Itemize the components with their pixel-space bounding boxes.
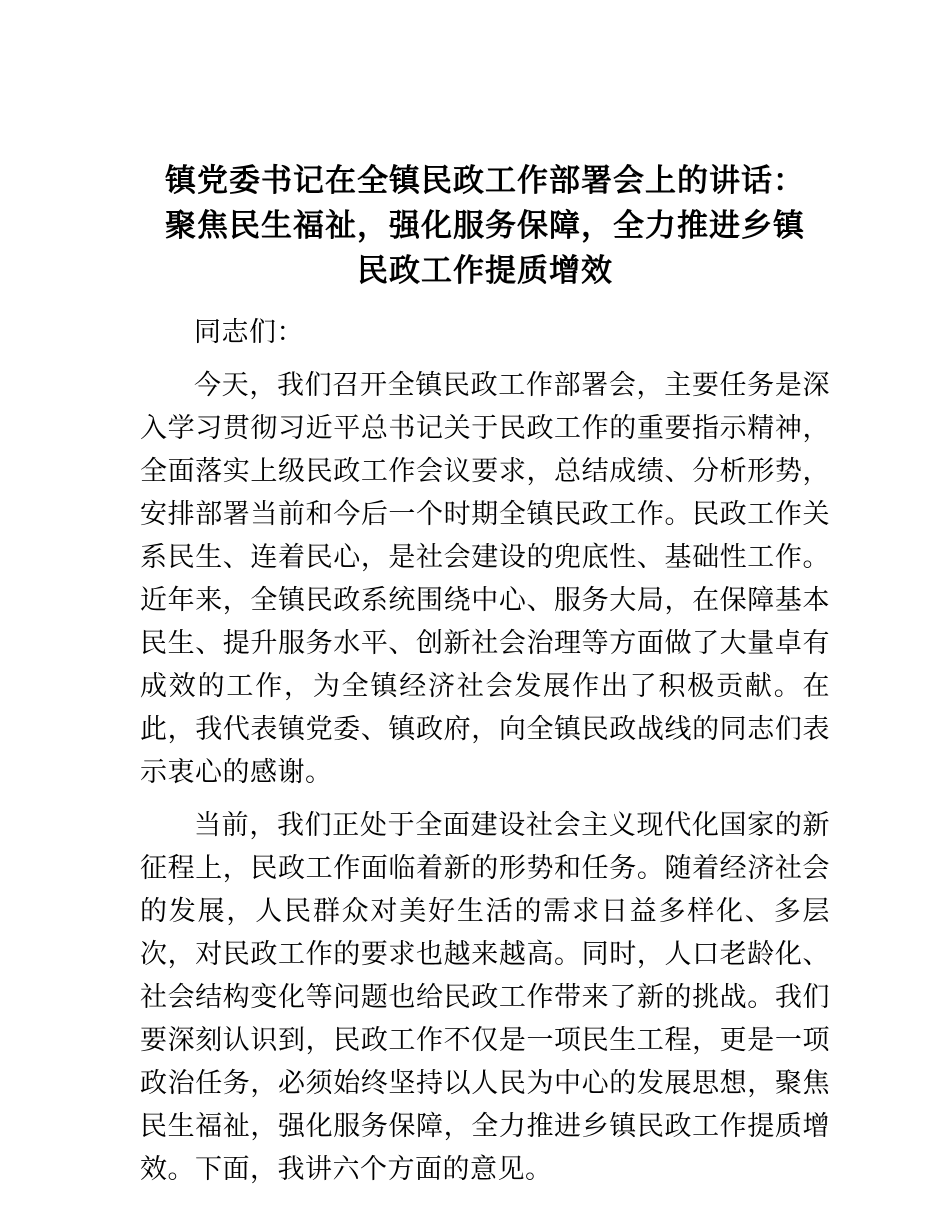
paragraph-body-1: 今天，我们召开全镇民政工作部署会，主要任务是深入学习贯彻习近平总书记关于民政工作的重要指示精神，全面落实上级民政工作会议要求，总结成绩、分析形势，安排部署当前和今后一个时期全镇民政工作。民政工作关系民生、连着民心，是社会建设的兜底性、基础性工作。近年来，全镇民政系统围绕中心、服务大局，在保障基本民生、提升服务水平、创新社会治理等方面做了大量卓有成效的工作，为全镇经济社会发展作出了积极贡献。在此，我代表镇党委、镇政府，向全镇民政战线的同志们表示衷心的感谢。 (140, 370, 830, 787)
paragraph-salutation: 同志们： (194, 317, 304, 347)
document-body (140, 311, 830, 1191)
document-title-line-1: 镇党委书记在全镇民政工作部署会上的讲话： (165, 163, 805, 198)
document-title-line-3: 民政工作提质增效 (357, 253, 613, 288)
document-title-line-2: 聚焦民生福祉，强化服务保障，全力推进乡镇 (165, 208, 805, 243)
document-title (140, 158, 830, 293)
paragraph-body-2: 当前，我们正处于全面建设社会主义现代化国家的新征程上，民政工作面临着新的形势和任务。随着经济社会的发展，人民群众对美好生活的需求日益多样化、多层次，对民政工作的要求也越来越高。同时，人口老龄化、社会结构变化等问题也给民政工作带来了新的挑战。我们要深刻认识到，民政工作不仅是一项民生工程，更是一项政治任务，必须始终坚持以人民为中心的发展思想，聚焦民生福祉，强化服务保障，全力推进乡镇民政工作提质增效。下面，我讲六个方面的意见。 (140, 810, 830, 1184)
